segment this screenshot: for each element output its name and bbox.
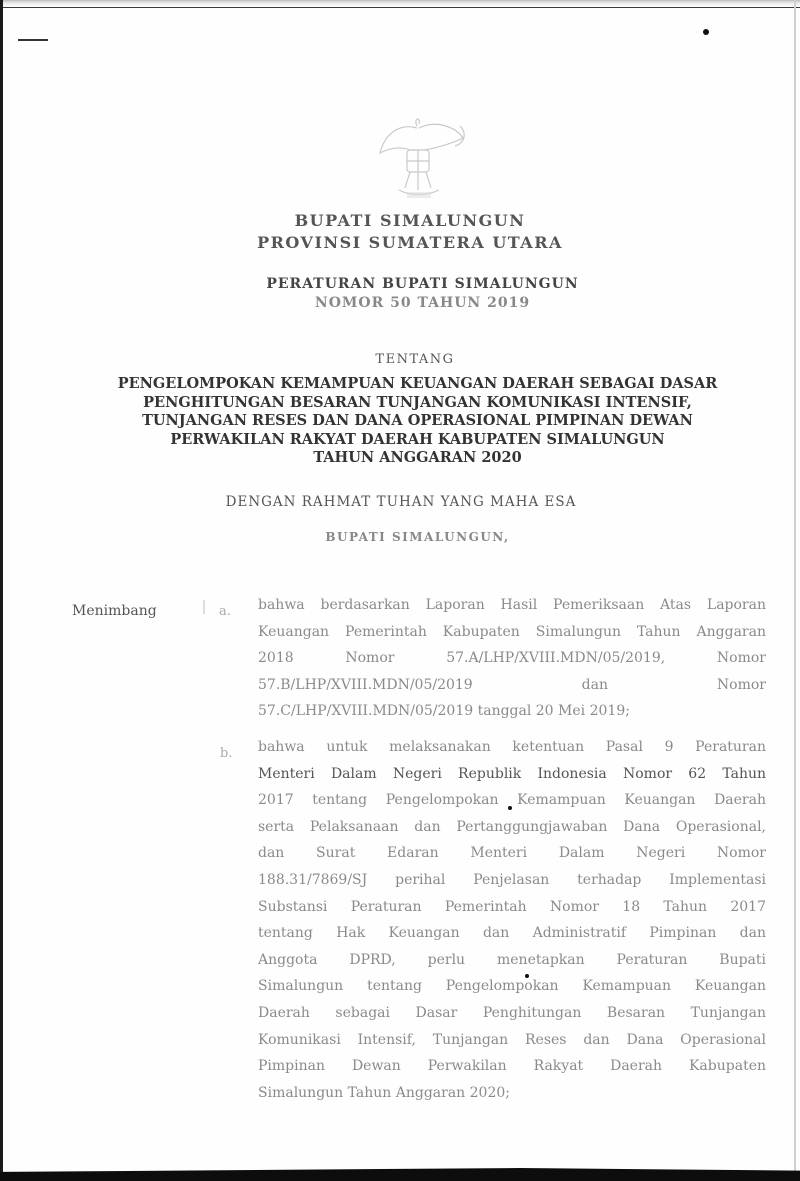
considering-item-a (258, 592, 766, 725)
text-line: bahwa untuk melaksanakan ketentuan Pasal 9 Peraturan (258, 739, 766, 755)
text-line: Substansi Peraturan Pemerintah Nomor 18 Tahun 2017 (258, 898, 766, 915)
text-line: Simalungun Tahun Anggaran 2020; (258, 1084, 510, 1101)
about-label: TENTANG (375, 352, 455, 367)
text-line: Menteri Dalam Negeri Republik Indonesia Nomor 62 Tahun (258, 765, 766, 782)
text-line: 2018 Nomor 57.A/LHP/XVIII.MDN/05/2019, Nomor (258, 650, 766, 667)
text-line: Komunikasi Intensif, Tunjangan Reses dan Dana Operasional (258, 1031, 766, 1048)
regulation-number: NOMOR 50 TAHUN 2019 (314, 295, 531, 311)
issuer-title: BUPATI SIMALUNGUN (294, 211, 526, 230)
considering-item-b (258, 734, 766, 1106)
text-line: Anggota DPRD, perlu menetapkan Peraturan Bupati (258, 951, 766, 968)
issuer-signature-heading: BUPATI SIMALUNGUN, (325, 530, 510, 544)
text-line: tentang Hak Keuangan dan Administratif Pimpinan dan (258, 925, 766, 942)
subject-line: PENGHITUNGAN BESARAN TUNJANGAN KOMUNIKASI INTENSIF, (143, 393, 692, 411)
scan-bottom-edge (0, 1168, 800, 1181)
garuda-emblem-icon (355, 108, 480, 208)
text-line: Pimpinan Dewan Perwakilan Rakyat Daerah Kabupaten (258, 1058, 766, 1075)
scan-speck (703, 29, 709, 35)
subject-line: TUNJANGAN RESES DAN DANA OPERASIONAL PIMPINAN DEWAN (142, 412, 693, 429)
scan-mark (14, 38, 54, 42)
subject-line: PERWAKILAN RAKYAT DAERAH KABUPATEN SIMALUNGUN (170, 430, 665, 448)
regulation-title: PERATURAN BUPATI SIMALUNGUN (266, 276, 579, 292)
text-line: 57.C/LHP/XVIII.MDN/05/2019 tanggal 20 Mei 2019; (258, 703, 630, 720)
regulation-subject (0, 375, 800, 468)
text-line: Simalungun tentang Pengelompokan Kemampuan Keuangan (258, 978, 766, 995)
subject-line: TAHUN ANGGARAN 2020 (313, 449, 522, 466)
subject-line: PENGELOMPOKAN KEMAMPUAN KEUANGAN DAERAH SEBAGAI DASAR (117, 375, 718, 392)
text-line: 2017 tentang Pengelompokan Kemampuan Keuangan Daerah (258, 792, 766, 809)
item-marker-a: a. (219, 604, 231, 619)
item-marker-b: b. (220, 746, 233, 761)
issuer-province: PROVINSI SUMATERA UTARA (257, 233, 563, 252)
text-line: serta Pelaksanaan dan Pertanggungjawaban Dana Operasional, (258, 818, 766, 835)
scan-top-edge (0, 0, 800, 8)
regulation-heading (0, 275, 800, 313)
issuer-header (0, 210, 800, 254)
text-line: 188.31/7869/SJ perihal Penjelasan terhadap Implementasi (258, 871, 766, 888)
invocation: DENGAN RAHMAT TUHAN YANG MAHA ESA (225, 494, 577, 510)
considering-separator (203, 600, 205, 614)
text-line: bahwa berdasarkan Laporan Hasil Pemeriksaan Atas Laporan (258, 597, 766, 613)
considering-label: Menimbang (72, 603, 157, 619)
text-line: dan Surat Edaran Menteri Dalam Negeri Nomor (258, 845, 766, 862)
scan-left-edge (0, 0, 3, 1181)
text-line: Keuangan Pemerintah Kabupaten Simalungun Tahun Anggaran (258, 623, 766, 640)
text-line: Daerah sebagai Dasar Penghitungan Besaran Tunjangan (258, 1004, 766, 1021)
text-line: 57.B/LHP/XVIII.MDN/05/2019 dan Nomor (258, 676, 766, 693)
scan-right-edge (794, 0, 796, 1181)
